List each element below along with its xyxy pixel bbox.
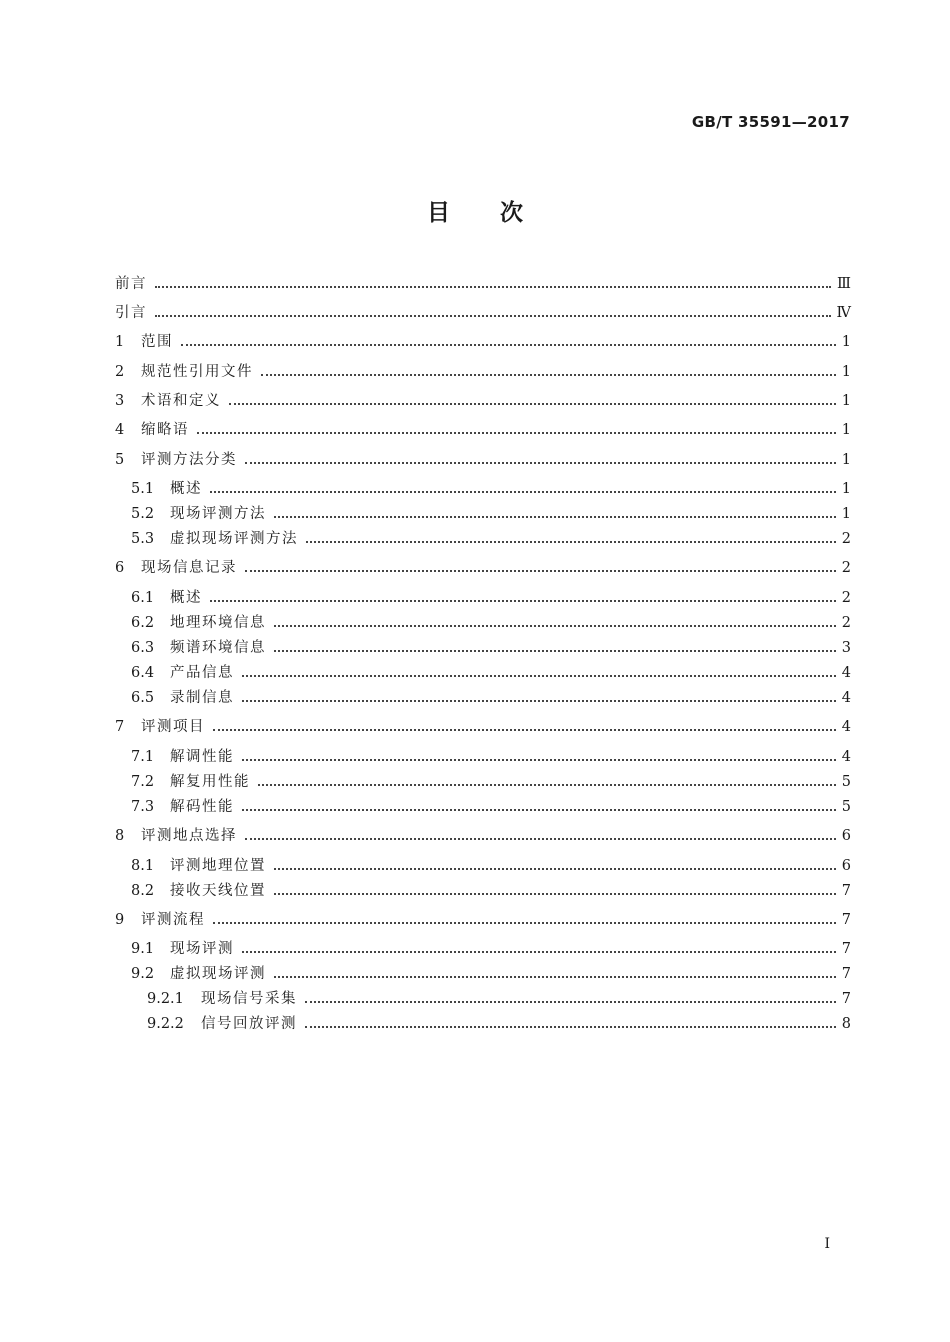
toc-dot-leader	[305, 1001, 836, 1003]
toc-entry-label: 引言	[115, 305, 147, 321]
toc-entry-page: 1	[841, 334, 851, 350]
toc-dot-leader	[245, 570, 836, 572]
toc-entry[interactable]	[131, 881, 851, 901]
toc-entry[interactable]	[131, 613, 851, 633]
toc-entry-label: 概述	[170, 481, 202, 497]
toc-entry[interactable]	[115, 826, 851, 846]
toc-dot-leader	[242, 675, 836, 677]
toc-entry[interactable]	[115, 332, 851, 352]
toc-entry-page: 1	[841, 452, 851, 468]
toc-entry-page: 6	[841, 858, 851, 874]
toc-entry-number: 2	[115, 364, 125, 380]
toc-entry-page: Ⅳ	[836, 305, 851, 321]
toc-entry-label: 评测地点选择	[141, 828, 237, 844]
toc-entry[interactable]	[115, 717, 851, 737]
toc-entry-label: 前言	[115, 276, 147, 292]
toc-entry-label: 评测流程	[141, 912, 205, 928]
toc-entry-number: 5	[115, 452, 125, 468]
toc-entry-label: 解调性能	[170, 749, 234, 765]
toc-dot-leader	[197, 432, 836, 434]
toc-entry-number: 7.1	[131, 749, 155, 765]
toc-dot-leader	[242, 951, 836, 953]
toc-entry-page: 7	[841, 912, 851, 928]
toc-dot-leader	[155, 315, 831, 317]
toc-entry[interactable]	[131, 747, 851, 767]
toc-dot-leader	[274, 893, 836, 895]
toc-dot-leader	[274, 650, 836, 652]
toc-entry-number: 8	[115, 828, 125, 844]
toc-entry[interactable]	[147, 1014, 851, 1034]
toc-dot-leader	[306, 541, 836, 543]
page-number: I	[824, 1236, 830, 1252]
toc-entry-label: 现场评测方法	[170, 506, 266, 522]
toc-entry-page: 7	[841, 991, 851, 1007]
toc-entry[interactable]	[115, 450, 851, 470]
toc-entry-page: 5	[841, 799, 851, 815]
toc-entry[interactable]	[131, 504, 851, 524]
toc-dot-leader	[229, 403, 836, 405]
toc-entry[interactable]	[131, 772, 851, 792]
toc-dot-leader	[181, 344, 836, 346]
toc-entry-page: 7	[841, 966, 851, 982]
toc-entry-page: 8	[841, 1016, 851, 1032]
toc-entry-label: 解复用性能	[170, 774, 250, 790]
toc-entry[interactable]	[147, 989, 851, 1009]
toc-entry[interactable]	[131, 663, 851, 683]
toc-entry-page: 3	[841, 640, 851, 656]
toc-entry-number: 9.2.2	[147, 1016, 184, 1032]
toc-dot-leader	[274, 976, 836, 978]
toc-entry[interactable]	[115, 274, 851, 294]
toc-entry[interactable]	[131, 939, 851, 959]
toc-entry-number: 1	[115, 334, 125, 350]
toc-entry-label: 现场评测	[170, 941, 234, 957]
toc-entry-label: 虚拟现场评测方法	[170, 531, 298, 547]
toc-dot-leader	[242, 700, 836, 702]
toc-entry-page: 2	[841, 560, 851, 576]
toc-entry-number: 5.3	[131, 531, 155, 547]
toc-entry-number: 7.3	[131, 799, 155, 815]
toc-entry[interactable]	[131, 688, 851, 708]
toc-entry-page: 1	[841, 422, 851, 438]
toc-entry[interactable]	[131, 964, 851, 984]
toc-entry-number: 6.1	[131, 590, 155, 606]
toc-entry[interactable]	[131, 529, 851, 549]
toc-dot-leader	[258, 784, 836, 786]
toc-entry-number: 6.2	[131, 615, 155, 631]
toc-dot-leader	[261, 374, 836, 376]
toc-entry-page: 1	[841, 364, 851, 380]
toc-entry-label: 接收天线位置	[170, 883, 266, 899]
toc-dot-leader	[242, 759, 836, 761]
toc-entry-number: 8.2	[131, 883, 155, 899]
toc-entry-page: 4	[841, 690, 851, 706]
toc-entry[interactable]	[131, 588, 851, 608]
toc-dot-leader	[213, 729, 836, 731]
toc-dot-leader	[213, 922, 836, 924]
toc-entry-number: 5.1	[131, 481, 155, 497]
toc-entry-label: 频谱环境信息	[170, 640, 266, 656]
toc-entry-number: 7.2	[131, 774, 155, 790]
toc-entry-page: 1	[841, 393, 851, 409]
toc-entry[interactable]	[131, 856, 851, 876]
toc-entry-page: 4	[841, 749, 851, 765]
toc-entry[interactable]	[115, 362, 851, 382]
toc-entry-number: 4	[115, 422, 125, 438]
toc-entry-label: 评测地理位置	[170, 858, 266, 874]
toc-dot-leader	[210, 600, 836, 602]
toc-dot-leader	[210, 491, 836, 493]
toc-entry-label: 录制信息	[170, 690, 234, 706]
toc-entry-label: 缩略语	[141, 422, 189, 438]
toc-entry[interactable]	[115, 420, 851, 440]
toc-entry-label: 评测方法分类	[141, 452, 237, 468]
toc-dot-leader	[242, 809, 836, 811]
toc-entry-number: 6.5	[131, 690, 155, 706]
toc-dot-leader	[274, 868, 836, 870]
toc-dot-leader	[305, 1026, 836, 1028]
toc-entry-label: 虚拟现场评测	[170, 966, 266, 982]
toc-entry-page: 2	[841, 531, 851, 547]
toc-entry-page: 2	[841, 590, 851, 606]
toc-entry-label: 评测项目	[141, 719, 205, 735]
toc-entry-label: 规范性引用文件	[141, 364, 253, 380]
toc-entry-number: 9	[115, 912, 125, 928]
toc-entry-label: 地理环境信息	[170, 615, 266, 631]
toc-entry-number: 6.4	[131, 665, 155, 681]
toc-entry-page: 7	[841, 883, 851, 899]
toc-entry-number: 6	[115, 560, 125, 576]
toc-entry-page: 6	[841, 828, 851, 844]
toc-entry[interactable]	[115, 558, 851, 578]
toc-entry-page: 4	[841, 665, 851, 681]
toc-entry-number: 6.3	[131, 640, 155, 656]
toc-entry[interactable]	[131, 479, 851, 499]
toc-entry-number: 9.2.1	[147, 991, 184, 1007]
toc-entry[interactable]	[131, 638, 851, 658]
toc-entry-label: 现场信息记录	[141, 560, 237, 576]
toc-entry-number: 3	[115, 393, 125, 409]
toc-entry-number: 5.2	[131, 506, 155, 522]
toc-entry-label: 现场信号采集	[201, 991, 297, 1007]
toc-entry-page: 4	[841, 719, 851, 735]
toc-entry-page: 1	[841, 506, 851, 522]
page-title: 目次	[427, 200, 573, 226]
toc-dot-leader	[155, 286, 831, 288]
toc-entry[interactable]	[115, 910, 851, 930]
toc-entry-number: 7	[115, 719, 125, 735]
toc-entry-page: Ⅲ	[837, 276, 851, 292]
toc-entry[interactable]	[115, 303, 851, 323]
toc-dot-leader	[245, 462, 836, 464]
toc-entry[interactable]	[115, 391, 851, 411]
toc-entry-label: 概述	[170, 590, 202, 606]
toc-entry-page: 2	[841, 615, 851, 631]
toc-dot-leader	[245, 838, 836, 840]
toc-entry-label: 信号回放评测	[201, 1016, 297, 1032]
toc-entry-number: 9.1	[131, 941, 155, 957]
toc-entry-number: 9.2	[131, 966, 155, 982]
toc-entry-page: 7	[841, 941, 851, 957]
toc-entry-label: 范围	[141, 334, 173, 350]
toc-dot-leader	[274, 516, 836, 518]
toc-dot-leader	[274, 625, 836, 627]
toc-entry-label: 解码性能	[170, 799, 234, 815]
toc-entry-label: 术语和定义	[141, 393, 221, 409]
toc-entry-number: 8.1	[131, 858, 155, 874]
standard-code: GB/T 35591—2017	[691, 113, 850, 131]
toc-entry[interactable]	[131, 797, 851, 817]
toc-entry-label: 产品信息	[170, 665, 234, 681]
toc-entry-page: 5	[841, 774, 851, 790]
toc-entry-page: 1	[841, 481, 851, 497]
